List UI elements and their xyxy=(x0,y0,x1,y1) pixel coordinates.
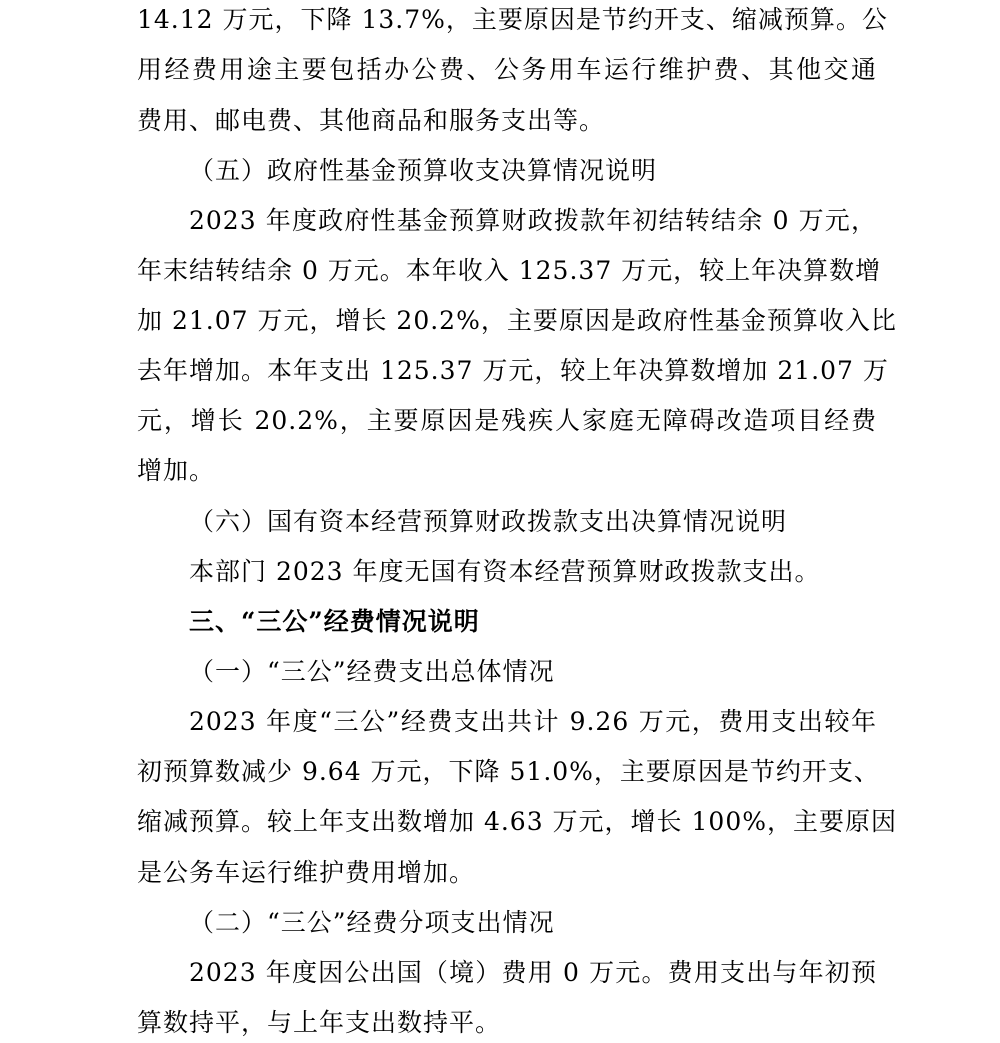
paragraph-line: 是公务车运行维护费用增加。 xyxy=(137,858,476,887)
section-heading-three-public: 三、“三公”经费情况说明 xyxy=(189,607,480,636)
paragraph-line: 本部门 2023 年度无国有资本经营预算财政拨款支出。 xyxy=(189,557,821,586)
paragraph-line: 2023 年度“三公”经费支出共计 9.26 万元，费用支出较年 xyxy=(189,707,877,736)
paragraph-line: 元，增长 20.2%，主要原因是残疾人家庭无障碍改造项目经费 xyxy=(137,406,877,435)
paragraph-line: 费用、邮电费、其他商品和服务支出等。 xyxy=(137,106,606,135)
section-heading-five: （五）政府性基金预算收支决算情况说明 xyxy=(189,156,658,185)
paragraph-line: 用经费用途主要包括办公费、公务用车运行维护费、其他交通 xyxy=(137,55,877,84)
paragraph-line: 算数持平，与上年支出数持平。 xyxy=(137,1008,502,1037)
paragraph-line: 年末结转结余 0 万元。本年收入 125.37 万元，较上年决算数增 xyxy=(137,256,882,285)
subsection-heading-one: （一）“三公”经费支出总体情况 xyxy=(189,657,555,686)
subsection-heading-two: （二）“三公”经费分项支出情况 xyxy=(189,908,555,937)
paragraph-line: 2023 年度政府性基金预算财政拨款年初结转结余 0 万元， xyxy=(189,206,877,235)
paragraph-line: 增加。 xyxy=(137,456,216,485)
paragraph-line: 14.12 万元，下降 13.7%，主要原因是节约开支、缩减预算。公 xyxy=(137,5,888,34)
paragraph-line: 去年增加。本年支出 125.37 万元，较上年决算数增加 21.07 万 xyxy=(137,356,889,385)
section-heading-six: （六）国有资本经营预算财政拨款支出决算情况说明 xyxy=(189,507,788,536)
paragraph-line: 加 21.07 万元，增长 20.2%，主要原因是政府性基金预算收入比 xyxy=(137,306,897,335)
paragraph-line: 缩减预算。较上年支出数增加 4.63 万元，增长 100%，主要原因 xyxy=(137,807,897,836)
paragraph-line: 初预算数减少 9.64 万元，下降 51.0%，主要原因是节约开支、 xyxy=(137,757,880,786)
paragraph-line: 2023 年度因公出国（境）费用 0 万元。费用支出与年初预 xyxy=(189,958,877,987)
